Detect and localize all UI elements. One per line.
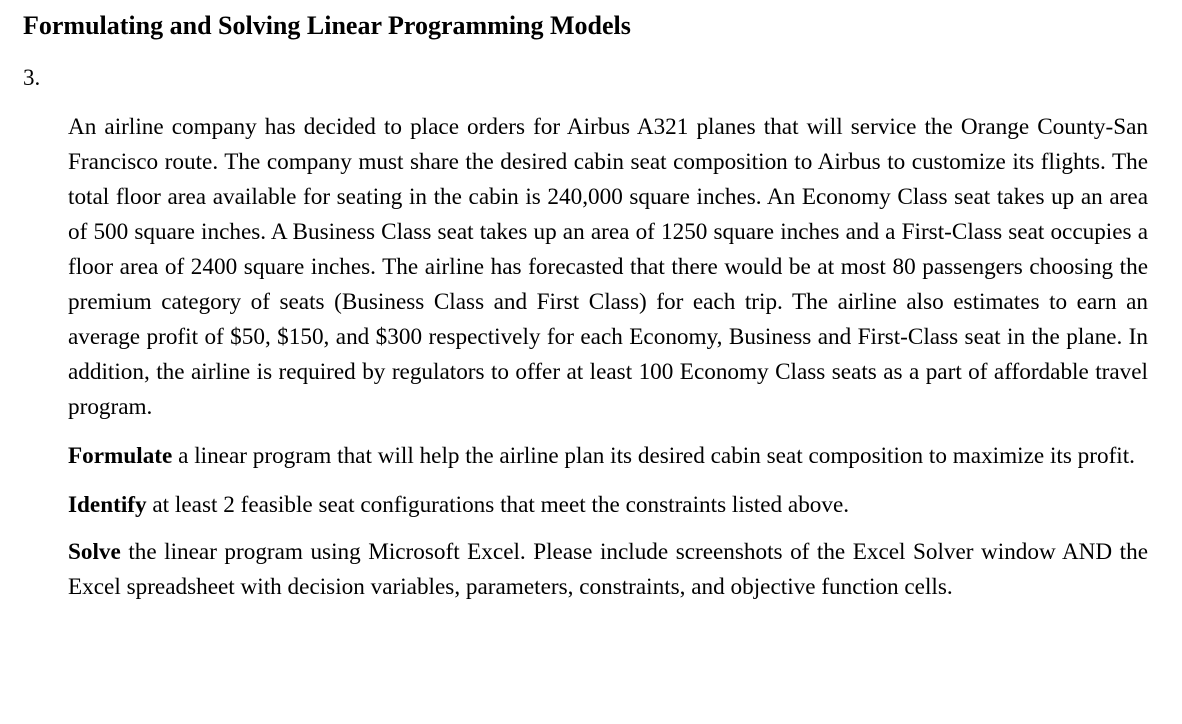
question-number: 3. <box>23 65 41 90</box>
task-keyword: Solve <box>68 539 121 565</box>
task-text: the linear program using Microsoft Excel. Please include screenshots of the Excel Solver window AND the Excel spreadsheet with decision variables, parameters, constraints, and objective function cells. <box>68 539 1148 600</box>
task-keyword: Identify <box>68 492 147 518</box>
task-solve <box>68 535 1148 605</box>
question-body <box>68 110 1148 605</box>
task-text: at least 2 feasible seat configurations that meet the constraints listed above. <box>146 492 850 518</box>
document-title: Formulating and Solving Linear Programming Models <box>23 11 631 40</box>
task-identify <box>68 488 1148 523</box>
task-text: a linear program that will help the airline plan its desired cabin seat composition to maximize its profit. <box>172 443 1135 469</box>
problem-statement: An airline company has decided to place orders for Airbus A321 planes that will service the Orange County-San Francisco route. The company must share the desired cabin seat composition to Airbus to customize its flights. The total floor area available for seating in the cabin is 240,000 square inches. An Economy Class seat takes up an area of 500 square inches. A Business Class seat takes up an area of 1250 square inches and a First-Class seat occupies a floor area of 2400 square inches. The airline has forecasted that there would be at most 80 passengers choosing the premium category of seats (Business Class and First Class) for each trip. The airline also estimates to earn an average profit of $50, $150, and $300 respectively for each Economy, Business and First-Class seat in the plane. In addition, the airline is required by regulators to offer at least 100 Economy Class seats as a part of affordable travel program. <box>68 114 1148 420</box>
task-keyword: Formulate <box>68 443 173 469</box>
task-formulate <box>68 439 1148 474</box>
